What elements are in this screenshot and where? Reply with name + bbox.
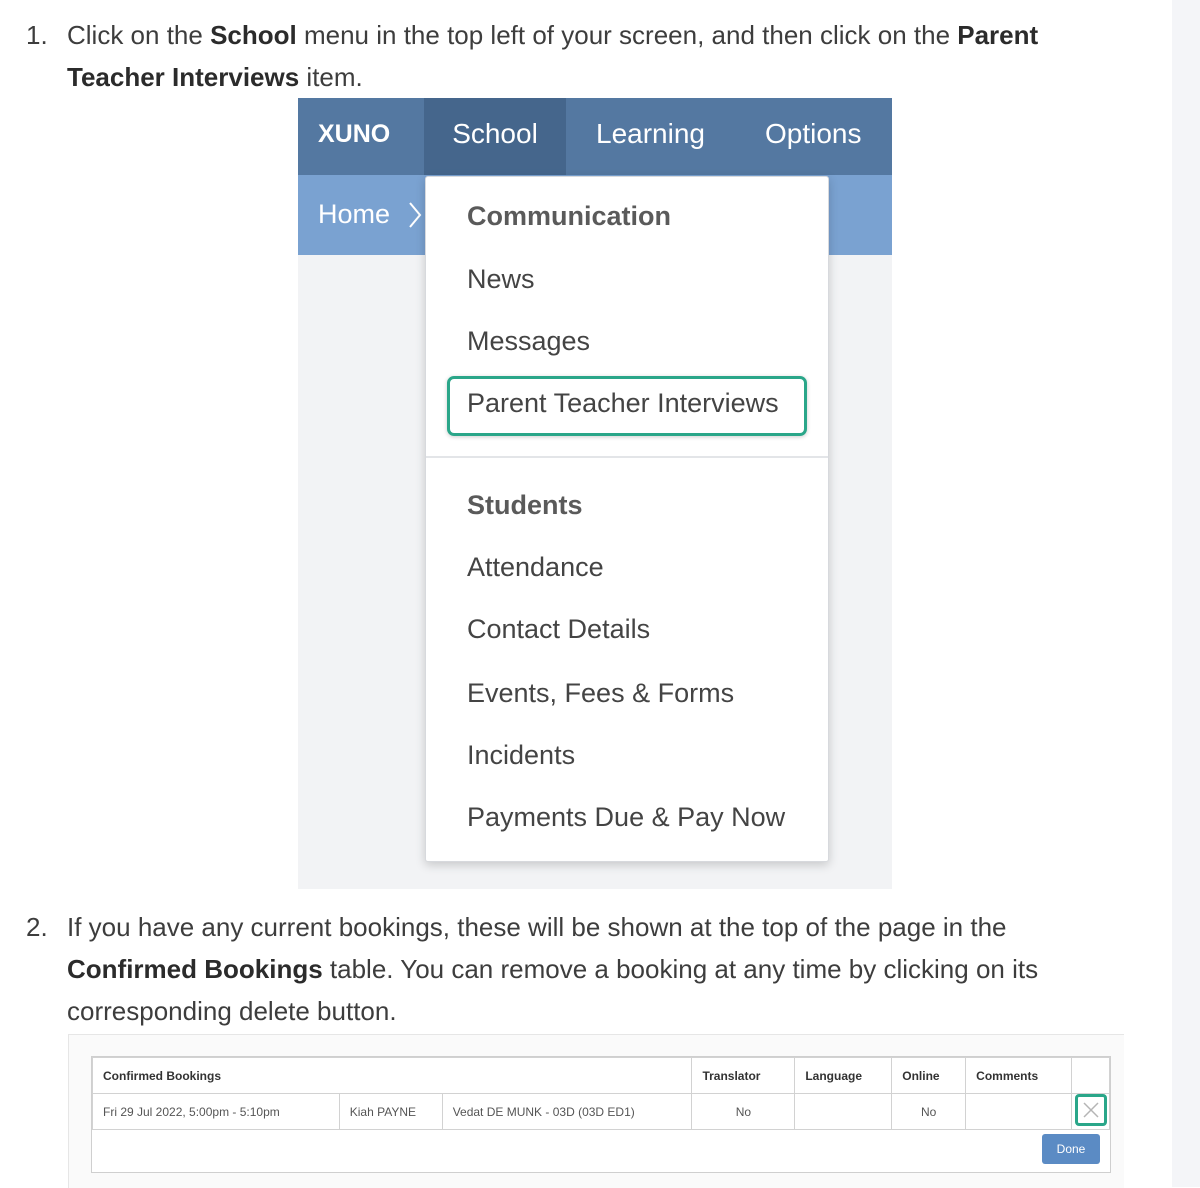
header-confirmed-bookings: Confirmed Bookings [93, 1058, 692, 1094]
menu-item-parent-teacher-interviews[interactable]: Parent Teacher Interviews [467, 388, 779, 418]
close-icon [1078, 1097, 1104, 1123]
menu-item-incidents[interactable]: Incidents [467, 740, 576, 770]
confirmed-bookings-table-wrapper [91, 1056, 1111, 1173]
step-number: 1. [26, 20, 48, 50]
menu-item-events-fees-forms[interactable]: Events, Fees & Forms [467, 678, 735, 708]
menu-item-attendance[interactable]: Attendance [467, 552, 604, 582]
booking-translator: No [692, 1094, 795, 1130]
header-online: Online [892, 1058, 966, 1094]
menu-heading-communication: Communication [467, 201, 672, 231]
confirmed-bookings-table [92, 1057, 1110, 1130]
done-button[interactable]: Done [1042, 1134, 1100, 1164]
header-language: Language [795, 1058, 892, 1094]
school-menu-screenshot [298, 98, 892, 889]
booking-online: No [892, 1094, 966, 1130]
booking-student: Kiah PAYNE [339, 1094, 442, 1130]
nav-learning-menu[interactable]: Learning [596, 118, 705, 149]
school-dropdown-menu [425, 176, 829, 862]
header-actions [1072, 1058, 1110, 1094]
menu-heading-students: Students [467, 490, 583, 520]
booking-comments [966, 1094, 1072, 1130]
page-side-strip [1172, 0, 1200, 1187]
step-text: If you have any current bookings, these will be shown at the top of the page in the Confirmed Bookings table. You can remove a booking at any time by clicking on its corresponding delete button. [67, 912, 1039, 1026]
booking-teacher: Vedat DE MUNK - 03D (03D ED1) [442, 1094, 692, 1130]
header-translator: Translator [692, 1058, 795, 1094]
brand-logo[interactable]: XUNO [318, 120, 391, 148]
menu-item-news[interactable]: News [467, 264, 535, 294]
confirmed-bookings-screenshot [68, 1034, 1124, 1188]
step-text: Click on the School menu in the top left of your screen, and then click on the Parent Teacher Interviews item. [67, 20, 1039, 92]
nav-options-menu[interactable]: Options [765, 118, 862, 149]
menu-divider [426, 456, 828, 458]
booking-datetime: Fri 29 Jul 2022, 5:00pm - 5:10pm [93, 1094, 340, 1130]
menu-item-messages[interactable]: Messages [467, 326, 591, 356]
menu-item-contact-details[interactable]: Contact Details [467, 614, 651, 644]
chevron-right-icon [408, 201, 422, 229]
breadcrumb-home[interactable]: Home [318, 199, 391, 229]
delete-booking-button[interactable] [1075, 1094, 1107, 1126]
menu-item-payments-due[interactable]: Payments Due & Pay Now [467, 802, 786, 832]
nav-school-menu[interactable]: School [424, 98, 566, 175]
table-header-row [93, 1058, 1110, 1094]
table-row [93, 1094, 1110, 1130]
top-navigation-bar [298, 98, 892, 175]
header-comments: Comments [966, 1058, 1072, 1094]
booking-language [795, 1094, 892, 1130]
step-number: 2. [26, 912, 48, 942]
